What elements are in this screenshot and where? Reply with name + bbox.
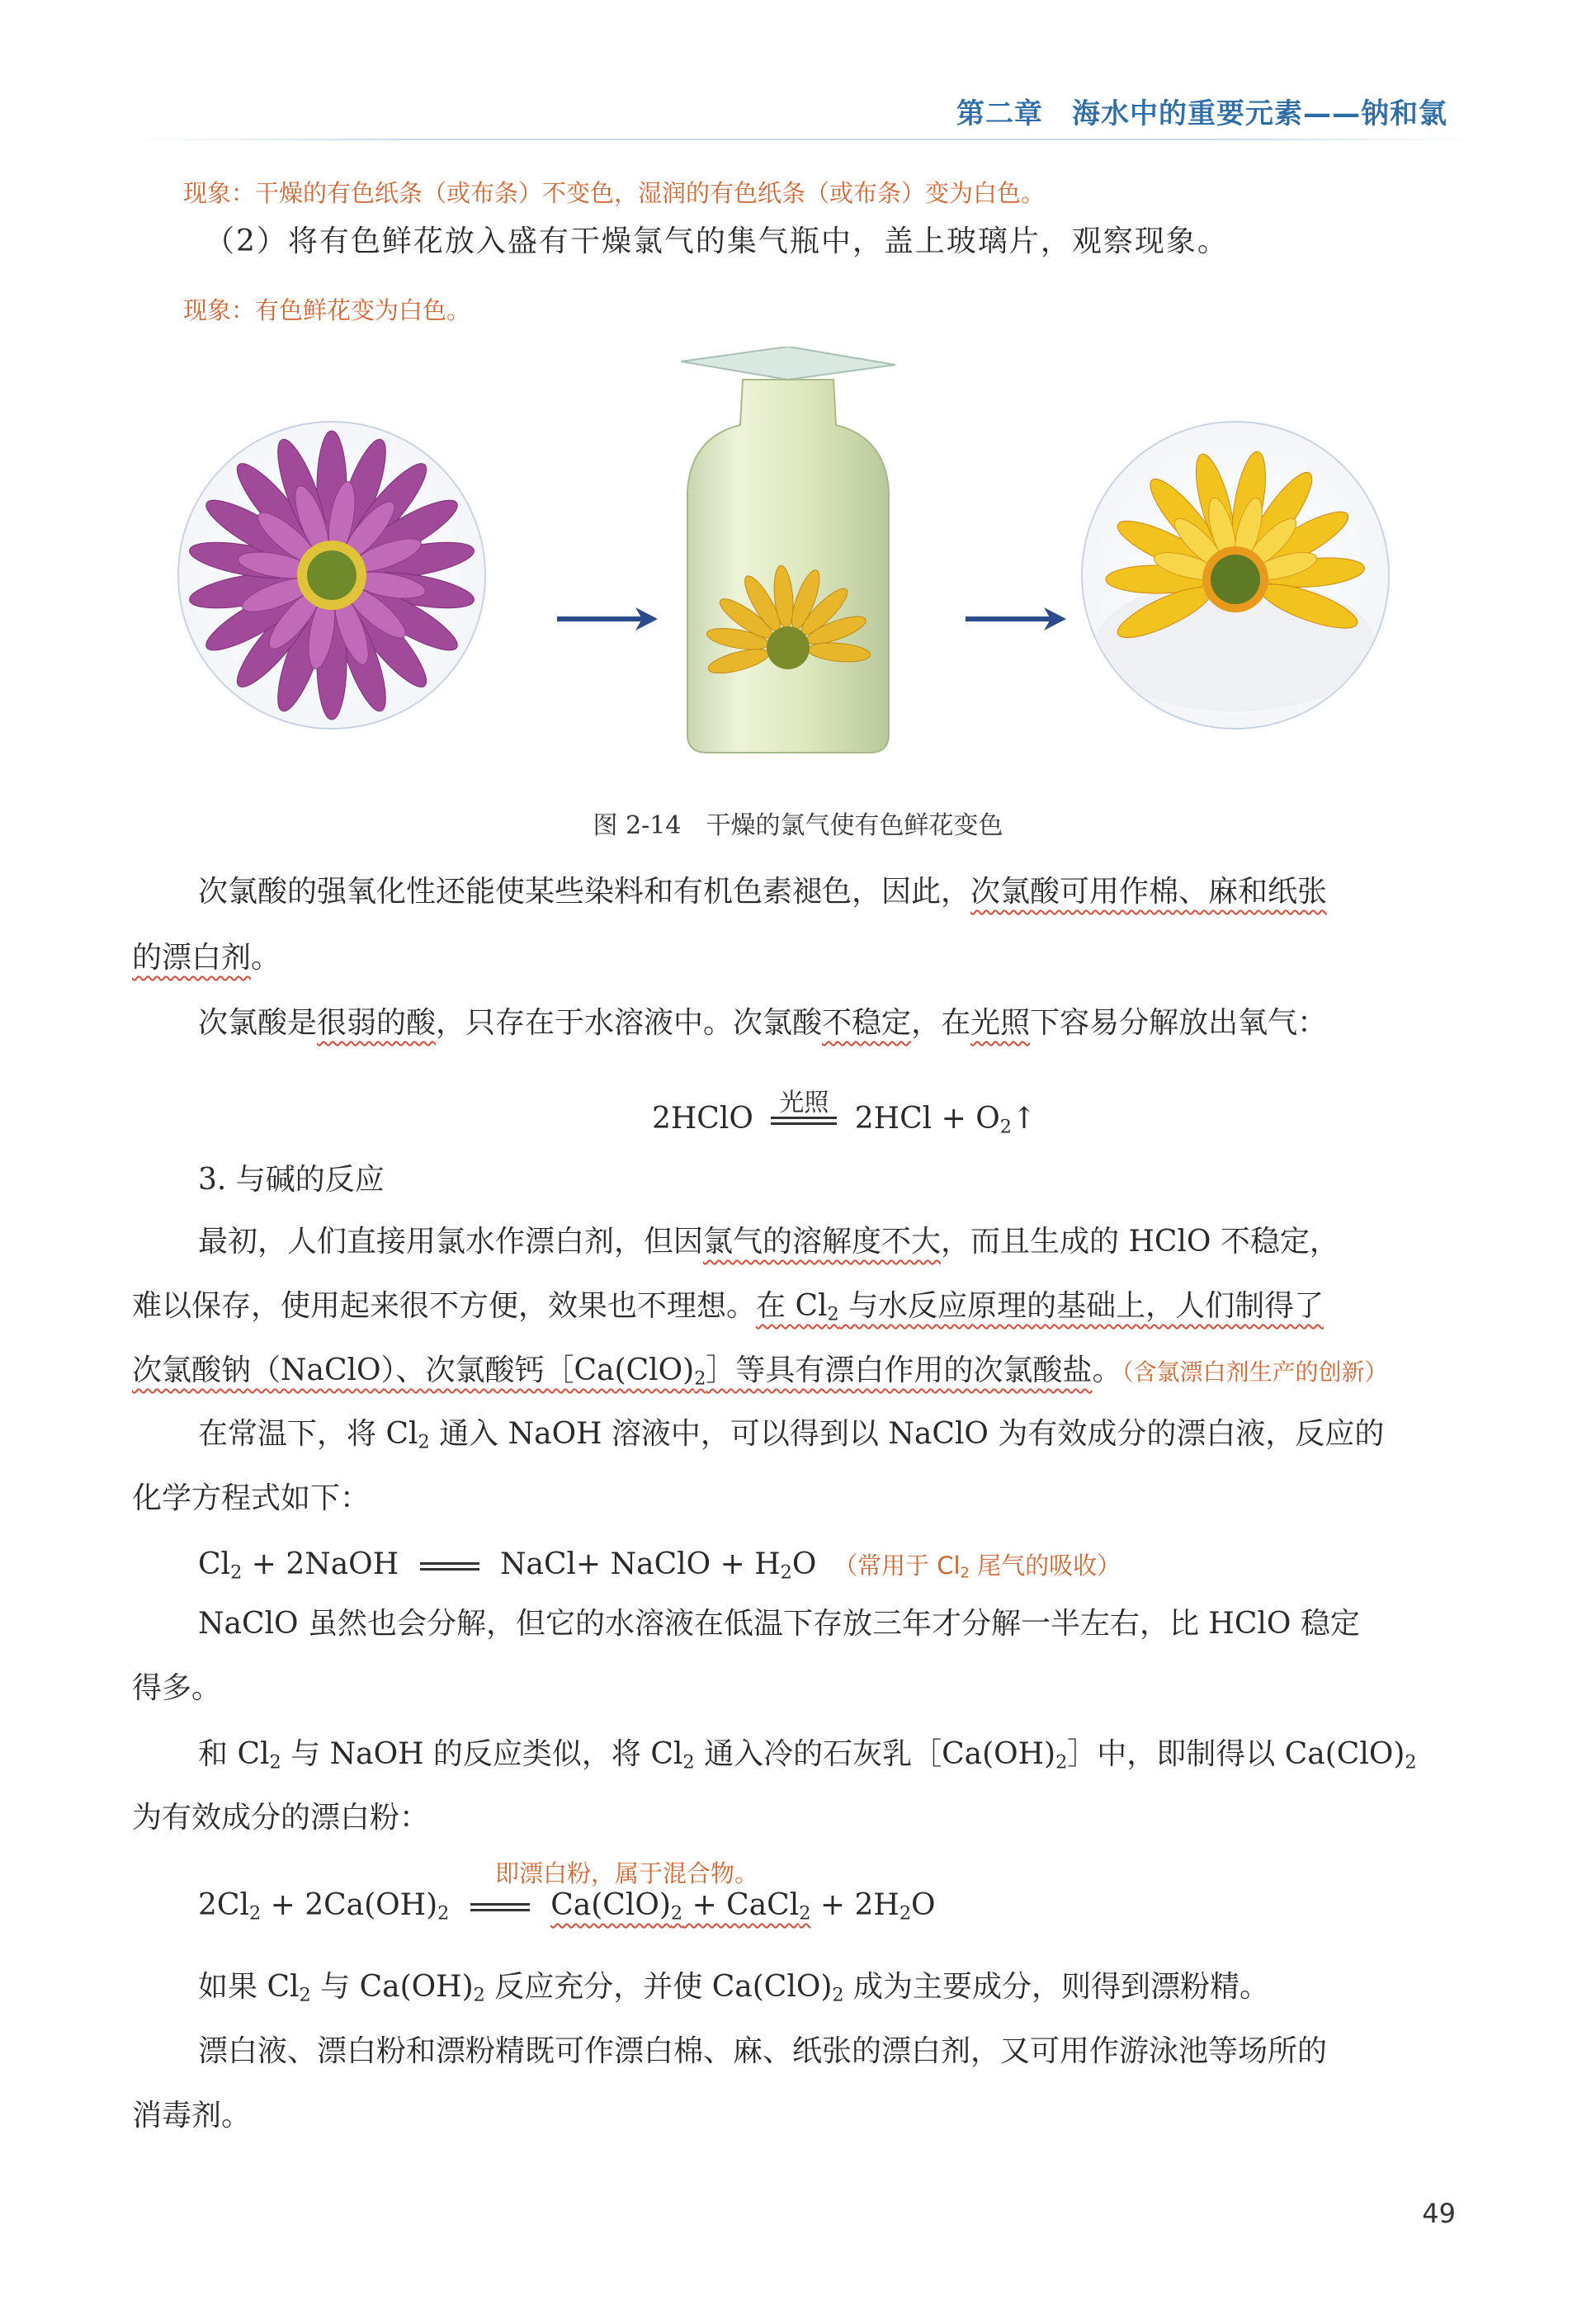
equals-sign bbox=[420, 1562, 479, 1571]
text-part: 与水反应原理的基础上，人们制得了 bbox=[838, 1289, 1324, 1323]
paragraph-4-line-1 bbox=[198, 1419, 1384, 1452]
subscript: 2 bbox=[682, 1751, 695, 1774]
section-heading: 3. 与碱的反应 bbox=[198, 1163, 385, 1197]
paragraph-text: 与 Ca(OH) bbox=[310, 1970, 474, 2004]
reaction-condition: 光照 bbox=[779, 1089, 829, 1117]
paragraph-text: 与 NaOH 的反应类似，将 Cl bbox=[281, 1737, 683, 1771]
text-part: 在 Cl bbox=[756, 1289, 828, 1323]
subscript: 2 bbox=[269, 1751, 281, 1774]
paragraph-text: 最初，人们直接用氯水作漂白剂，但因 bbox=[198, 1225, 704, 1259]
equation-text: NaCl+ NaClO + H bbox=[500, 1547, 781, 1581]
paragraph-text: ，在 bbox=[911, 1006, 971, 1040]
paragraph-text: 。 bbox=[251, 941, 281, 975]
equation-cl2-caoh2 bbox=[198, 1888, 936, 1925]
paragraph-text: 通入 NaOH 溶液中，可以得到以 NaClO 为有效成分的漂白液，反应的 bbox=[429, 1417, 1385, 1451]
equation-text: + 2H bbox=[810, 1888, 900, 1922]
subscript: 2 bbox=[999, 1116, 1012, 1138]
subscript: 2 bbox=[418, 1431, 430, 1453]
equation-text: 2Cl bbox=[198, 1888, 249, 1922]
paragraph-text: 成为主要成分，则得到漂粉精。 bbox=[843, 1970, 1270, 2004]
subscript: 2 bbox=[827, 1303, 839, 1325]
highlighted-text: 光照 bbox=[970, 1006, 1031, 1040]
equation-text: + 2Ca(OH) bbox=[261, 1888, 438, 1922]
paragraph-6-line-1 bbox=[198, 1737, 1417, 1774]
paragraph-text: 次氯酸的强氧化性还能使某些染料和有机色素褪色，因此， bbox=[198, 875, 971, 909]
highlighted-text bbox=[132, 1353, 1093, 1390]
paragraph-text: 和 Cl bbox=[198, 1737, 270, 1771]
header-divider bbox=[124, 139, 1489, 140]
equation-reactant: 2HClO bbox=[652, 1102, 753, 1136]
paragraph-5-line-1: NaClO 虽然也会分解，但它的水溶液在低温下存放三年才分解一半左右，比 HClO 稳定 bbox=[198, 1607, 1360, 1641]
subscript: 2 bbox=[473, 1984, 485, 2006]
paragraph-3-line-1 bbox=[198, 1227, 1339, 1257]
right-arrow-icon bbox=[966, 602, 1069, 635]
paragraph-1-line-1 bbox=[198, 877, 1327, 907]
subscript: 2 bbox=[694, 1367, 706, 1390]
text-part: ］等具有漂白作用的次氯酸盐 bbox=[706, 1353, 1093, 1387]
bleached-flower-image bbox=[1081, 421, 1390, 730]
annotation-text: 尾气的吸收） bbox=[969, 1552, 1121, 1580]
paragraph-text: 难以保存，使用起来很不方便，效果也不理想。 bbox=[132, 1289, 757, 1323]
observation-note-1: 现象：干燥的有色纸条（或布条）不变色，湿润的有色纸条（或布条）变为白色。 bbox=[183, 179, 1046, 207]
equals-sign bbox=[470, 1903, 530, 1911]
paragraph-8-line-1: 漂白液、漂白粉和漂粉精既可作漂白棉、麻、纸张的漂白剂，又可用作游泳池等场所的 bbox=[198, 2034, 1328, 2068]
page-number: 49 bbox=[1422, 2198, 1456, 2229]
subscript: 2 bbox=[1055, 1751, 1068, 1774]
equation-text: + CaCl bbox=[682, 1888, 800, 1922]
paragraph-2 bbox=[198, 1008, 1327, 1038]
equation-hclo-decomposition bbox=[652, 1089, 1037, 1138]
annotation-note: （含氯漂白剂生产的创新） bbox=[1121, 1358, 1388, 1386]
gas-arrow: ↑ bbox=[1011, 1102, 1037, 1136]
subscript: 2 bbox=[670, 1902, 683, 1925]
equation-text: O bbox=[791, 1547, 817, 1581]
paragraph-text: 次氯酸是 bbox=[198, 1006, 318, 1040]
equation-product: 2HCl + O bbox=[854, 1102, 1000, 1136]
paragraph-text: 在常温下，将 Cl bbox=[198, 1417, 418, 1451]
annotation-bleach-powder: 即漂白粉，属于混合物。 bbox=[495, 1859, 759, 1887]
paragraph-3-line-3 bbox=[132, 1353, 1388, 1390]
subscript: 2 bbox=[780, 1561, 792, 1584]
purple-flower-image bbox=[177, 421, 486, 730]
paragraph-8-line-2: 消毒剂。 bbox=[132, 2099, 252, 2133]
subscript: 2 bbox=[832, 1984, 844, 2006]
subscript: 2 bbox=[960, 1564, 970, 1582]
paragraph-3-line-2 bbox=[132, 1289, 1324, 1325]
highlighted-text: 不稳定 bbox=[822, 1006, 912, 1040]
equation-text: + 2NaOH bbox=[242, 1547, 399, 1581]
equation-arrow bbox=[771, 1089, 837, 1125]
highlighted-text: 次氯酸可用作棉、麻和纸张 bbox=[970, 875, 1328, 909]
annotation-text: （常用于 Cl bbox=[833, 1552, 961, 1580]
equation-cl2-naoh bbox=[198, 1547, 816, 1584]
paragraph-text: 。 bbox=[1092, 1353, 1122, 1387]
paragraph-6-line-2: 为有效成分的漂白粉： bbox=[132, 1801, 430, 1835]
highlighted-text: 很弱的酸 bbox=[317, 1006, 437, 1040]
subscript: 2 bbox=[899, 1902, 912, 1925]
paragraph-text: 反应充分，并使 Ca(ClO) bbox=[484, 1970, 833, 2004]
figure-2-14 bbox=[124, 347, 1444, 776]
highlighted-text: 氯气的溶解度不大 bbox=[703, 1225, 942, 1259]
experiment-step-2: （2）将有色鲜花放入盛有干燥氯气的集气瓶中，盖上玻璃片，观察现象。 bbox=[205, 224, 1229, 258]
paragraph-text: 如果 Cl bbox=[198, 1970, 300, 2004]
subscript: 2 bbox=[299, 1984, 311, 2006]
highlighted-text bbox=[550, 1888, 811, 1925]
paragraph-text: 通入冷的石灰乳［Ca(OH) bbox=[694, 1737, 1056, 1771]
figure-caption: 图 2-14 干燥的氯气使有色鲜花变色 bbox=[593, 811, 1003, 840]
observation-note-2: 现象：有色鲜花变为白色。 bbox=[183, 296, 471, 324]
text-part: 次氯酸钠（NaClO）、次氯酸钙［Ca(ClO) bbox=[132, 1353, 695, 1387]
gas-jar-image bbox=[673, 347, 904, 759]
paragraph-text: ，只存在于水溶液中。次氯酸 bbox=[436, 1006, 823, 1040]
paragraph-4-line-2: 化学方程式如下： bbox=[132, 1481, 371, 1515]
chapter-title: 第二章 海水中的重要元素——钠和氯 bbox=[956, 97, 1447, 130]
annotation-tail-gas bbox=[833, 1547, 1121, 1581]
paragraph-7 bbox=[198, 1972, 1269, 2005]
paragraph-text: ，而且生成的 HClO 不稳定， bbox=[941, 1225, 1339, 1259]
subscript: 2 bbox=[437, 1902, 450, 1925]
paragraph-5-line-2: 得多。 bbox=[132, 1671, 222, 1705]
subscript: 2 bbox=[799, 1902, 811, 1925]
subscript: 2 bbox=[1405, 1751, 1417, 1774]
subscript: 2 bbox=[230, 1561, 243, 1584]
subscript: 2 bbox=[248, 1902, 262, 1925]
equation-text: Cl bbox=[198, 1547, 231, 1581]
highlighted-text: 的漂白剂 bbox=[132, 941, 252, 975]
right-arrow-icon bbox=[557, 602, 660, 635]
equation-text: O bbox=[911, 1888, 936, 1922]
highlighted-text bbox=[756, 1289, 1324, 1323]
paragraph-text: 下容易分解放出氧气： bbox=[1030, 1006, 1328, 1040]
paragraph-1-line-2 bbox=[132, 943, 281, 973]
paragraph-text: ］中，即制得以 Ca(ClO) bbox=[1067, 1737, 1405, 1771]
equation-text: Ca(ClO) bbox=[550, 1888, 671, 1922]
